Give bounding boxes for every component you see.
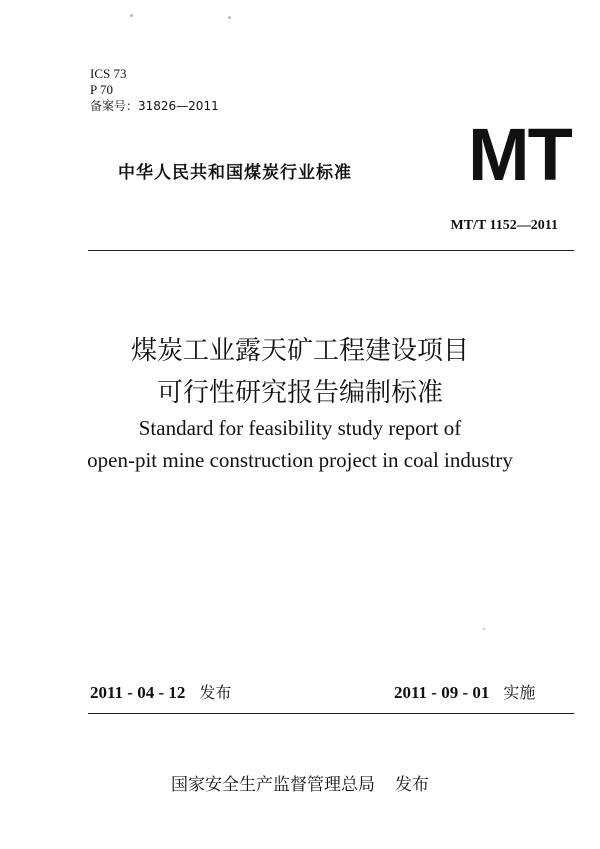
title-en-line1: Standard for feasibility study report of [138,416,462,440]
classification-block [90,66,219,114]
bottom-divider [88,713,574,714]
implement-date-block [394,680,535,703]
standard-number: MT/T 1152—2011 [450,218,558,233]
filing-number: 备案号：31826—2011 [90,99,219,113]
authority-publish-label: 发布 [395,775,429,795]
publish-label: 发布 [199,683,232,702]
publish-date: 2011 - 04 - 12 [90,683,186,702]
industry-standard-title: 中华人民共和国煤炭行业标准 [118,163,352,183]
title-en-line2: open-pit mine construction project in coal industry [87,448,513,472]
implement-date: 2011 - 09 - 01 [394,683,490,702]
publish-date-block [90,680,231,703]
title-cn-line2: 可行性研究报告编制标准 [156,378,443,408]
issuing-authority: 国家安全生产监督管理总局 [171,775,375,795]
top-divider [88,250,574,251]
scan-speck [130,14,133,17]
ccs-code: P 70 [90,82,113,97]
ics-code: ICS 73 [90,66,127,81]
implement-label: 实施 [503,683,536,702]
title-cn-line1: 煤炭工业露天矿工程建设项目 [130,336,469,366]
issuing-authority-block [0,770,600,795]
scan-speck [483,628,485,630]
mt-logo: MT [468,113,571,196]
scan-speck [228,16,231,19]
